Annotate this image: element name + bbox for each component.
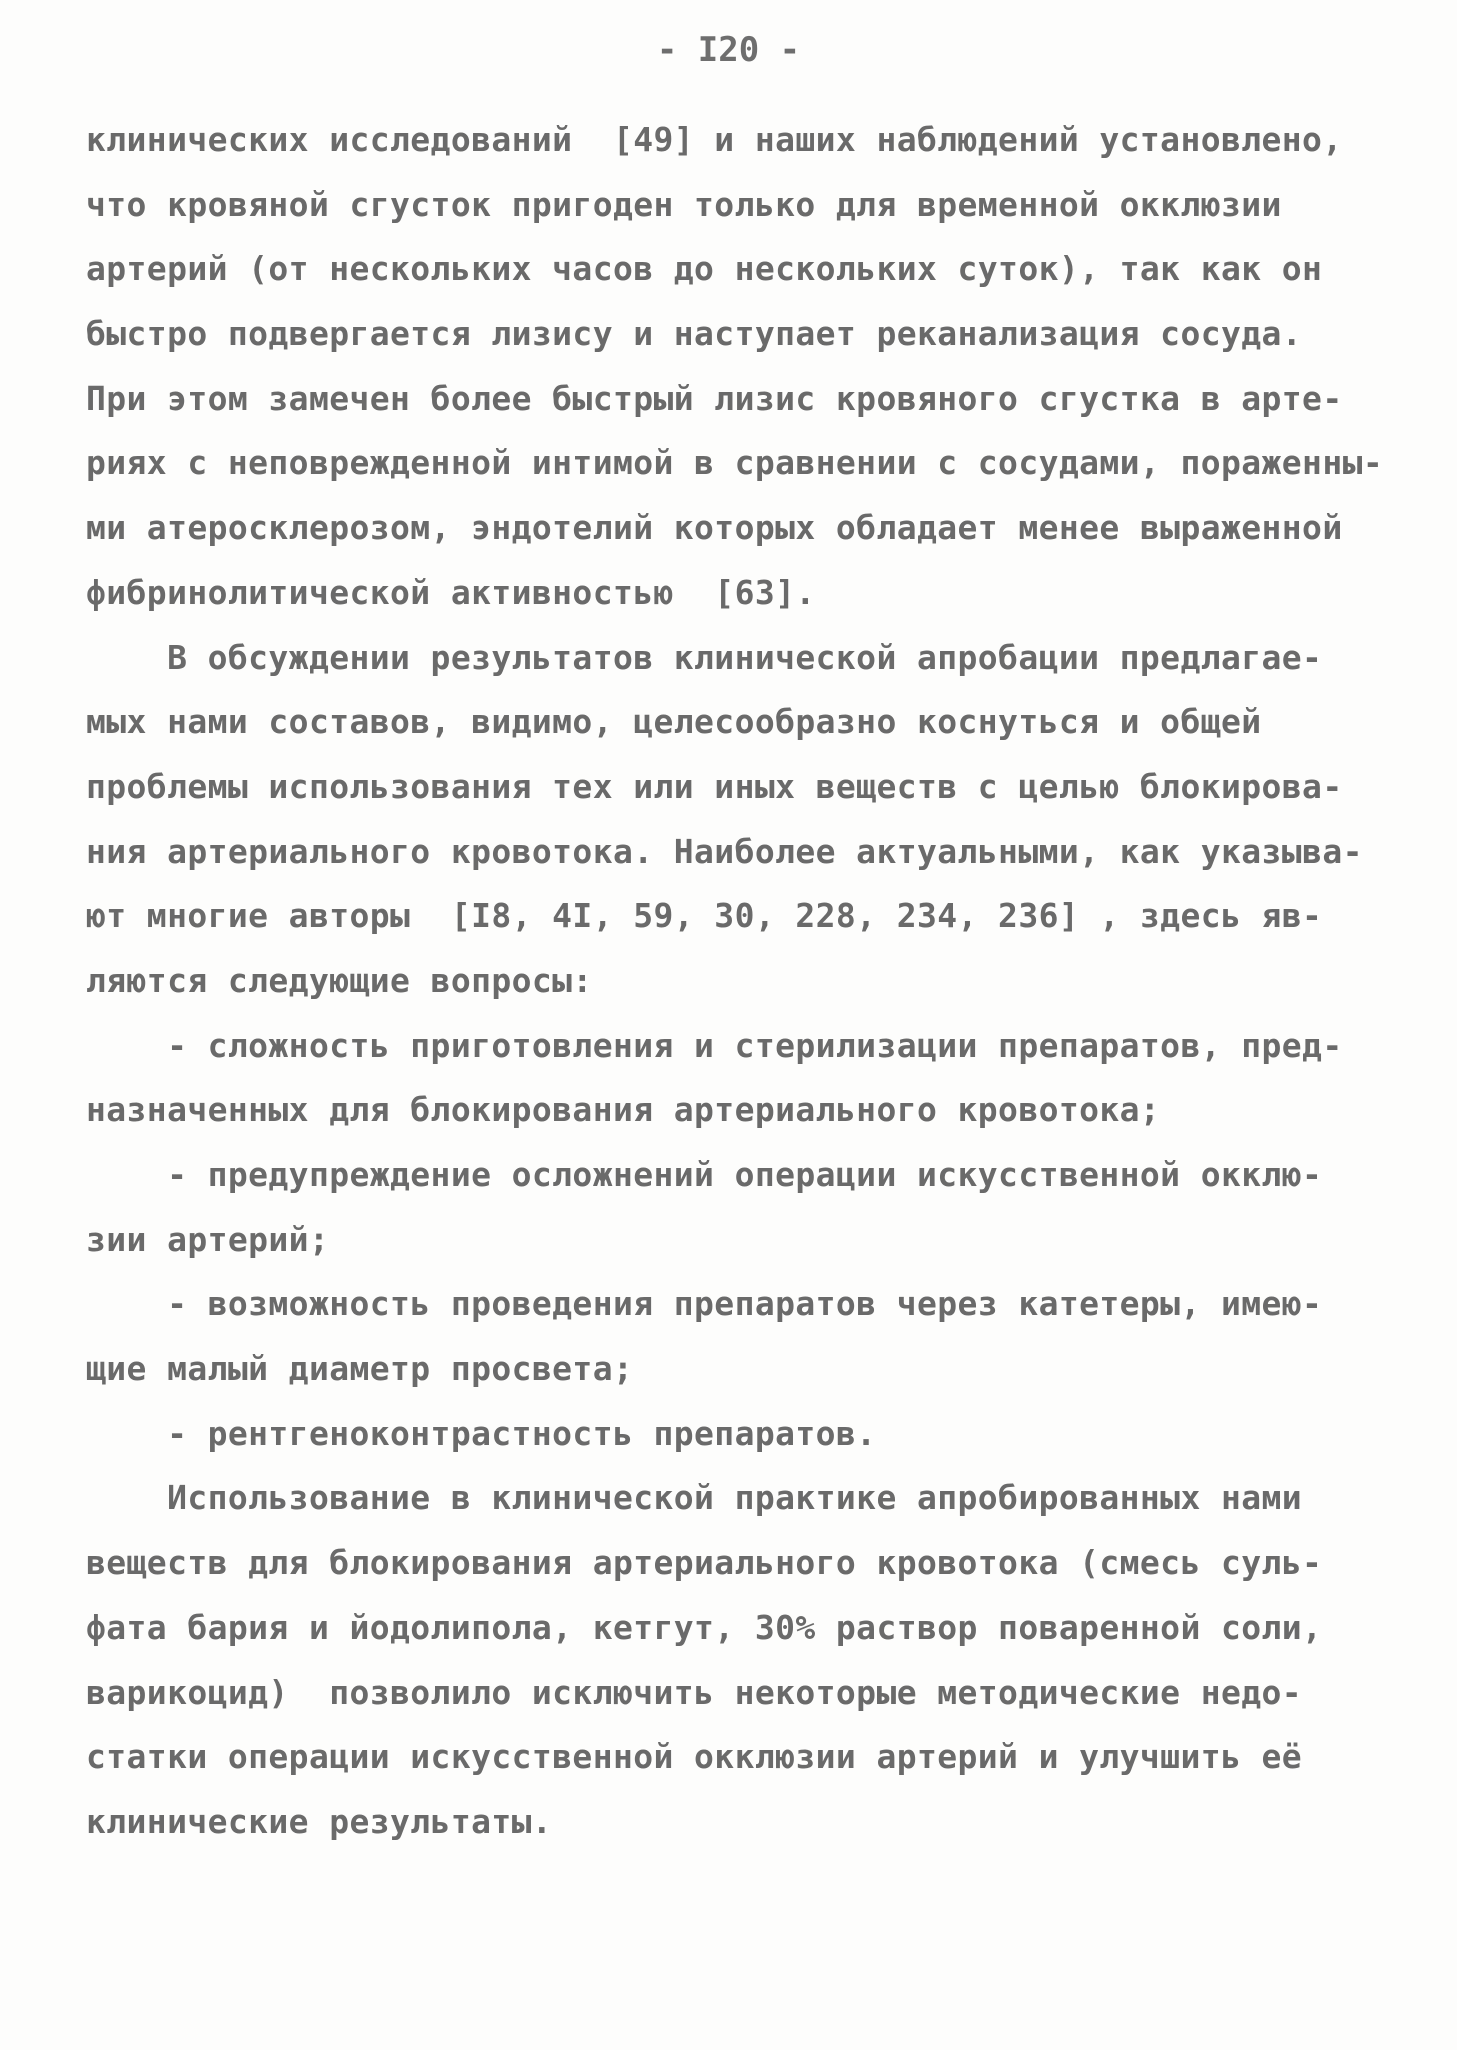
text-line: назначенных для блокирования артериального кровотока; bbox=[86, 1090, 1161, 1130]
text-line: артерий (от нескольких часов до нескольких суток), так как он bbox=[86, 249, 1323, 289]
text-line: При этом замечен более быстрый лизис кровяного сгустка в арте- bbox=[86, 378, 1343, 418]
text-line: веществ для блокирования артериального кровотока (смесь суль- bbox=[86, 1543, 1323, 1583]
text-line: статки операции искусственной окклюзии артерий и улучшить её bbox=[86, 1737, 1303, 1777]
text-line: мых нами составов, видимо, целесообразно коснуться и общей bbox=[86, 702, 1262, 742]
text-line: клинических исследований [49] и наших наблюдений установлено, bbox=[86, 120, 1343, 159]
text-line: фибринолитической активностью [63]. bbox=[86, 572, 816, 612]
text-line: ния артериального кровотока. Наиболее актуальными, как указыва- bbox=[86, 831, 1363, 871]
text-line: фата бария и йодолипола, кетгут, 30% раствор поваренной соли, bbox=[86, 1607, 1323, 1647]
page-number: - I20 - bbox=[656, 30, 801, 70]
text-line: быстро подвергается лизису и наступает реканализация сосуда. bbox=[86, 314, 1303, 354]
text-line: ми атеросклерозом, эндотелий которых обладает менее выраженной bbox=[86, 508, 1343, 548]
text-line: ляются следующие вопросы: bbox=[86, 960, 593, 1000]
text-line: клинические результаты. bbox=[86, 1801, 553, 1841]
text-line: варикоцид) позволило исключить некоторые методические недо- bbox=[86, 1672, 1303, 1712]
text-line: зии артерий; bbox=[86, 1219, 330, 1259]
text-line: - предупреждение осложнений операции искусственной окклю- bbox=[86, 1155, 1323, 1194]
body-text bbox=[86, 108, 1384, 1855]
text-line: ют многие авторы [I8, 4I, 59, 30, 228, 234, 236] , здесь яв- bbox=[86, 896, 1323, 936]
text-line: проблемы использования тех или иных веществ с целью блокирова- bbox=[86, 766, 1343, 806]
text-line: - сложность приготовления и стерилизации препаратов, пред- bbox=[86, 1025, 1343, 1065]
text-line: Использование в клинической практике апробированных нами bbox=[86, 1478, 1303, 1518]
text-line: щие малый диаметр просвета; bbox=[86, 1349, 634, 1389]
text-line: - возможность проведения препаратов через катетеры, имею- bbox=[86, 1284, 1323, 1324]
text-line: - рентгеноконтрастность препаратов. bbox=[86, 1413, 877, 1453]
text-line: В обсуждении результатов клинической апробации предлагае- bbox=[86, 637, 1323, 677]
text-line: риях с неповрежденной интимой в сравнении с сосудами, пораженны- bbox=[86, 443, 1384, 483]
text-line: что кровяной сгусток пригоден только для временной окклюзии bbox=[86, 184, 1282, 224]
